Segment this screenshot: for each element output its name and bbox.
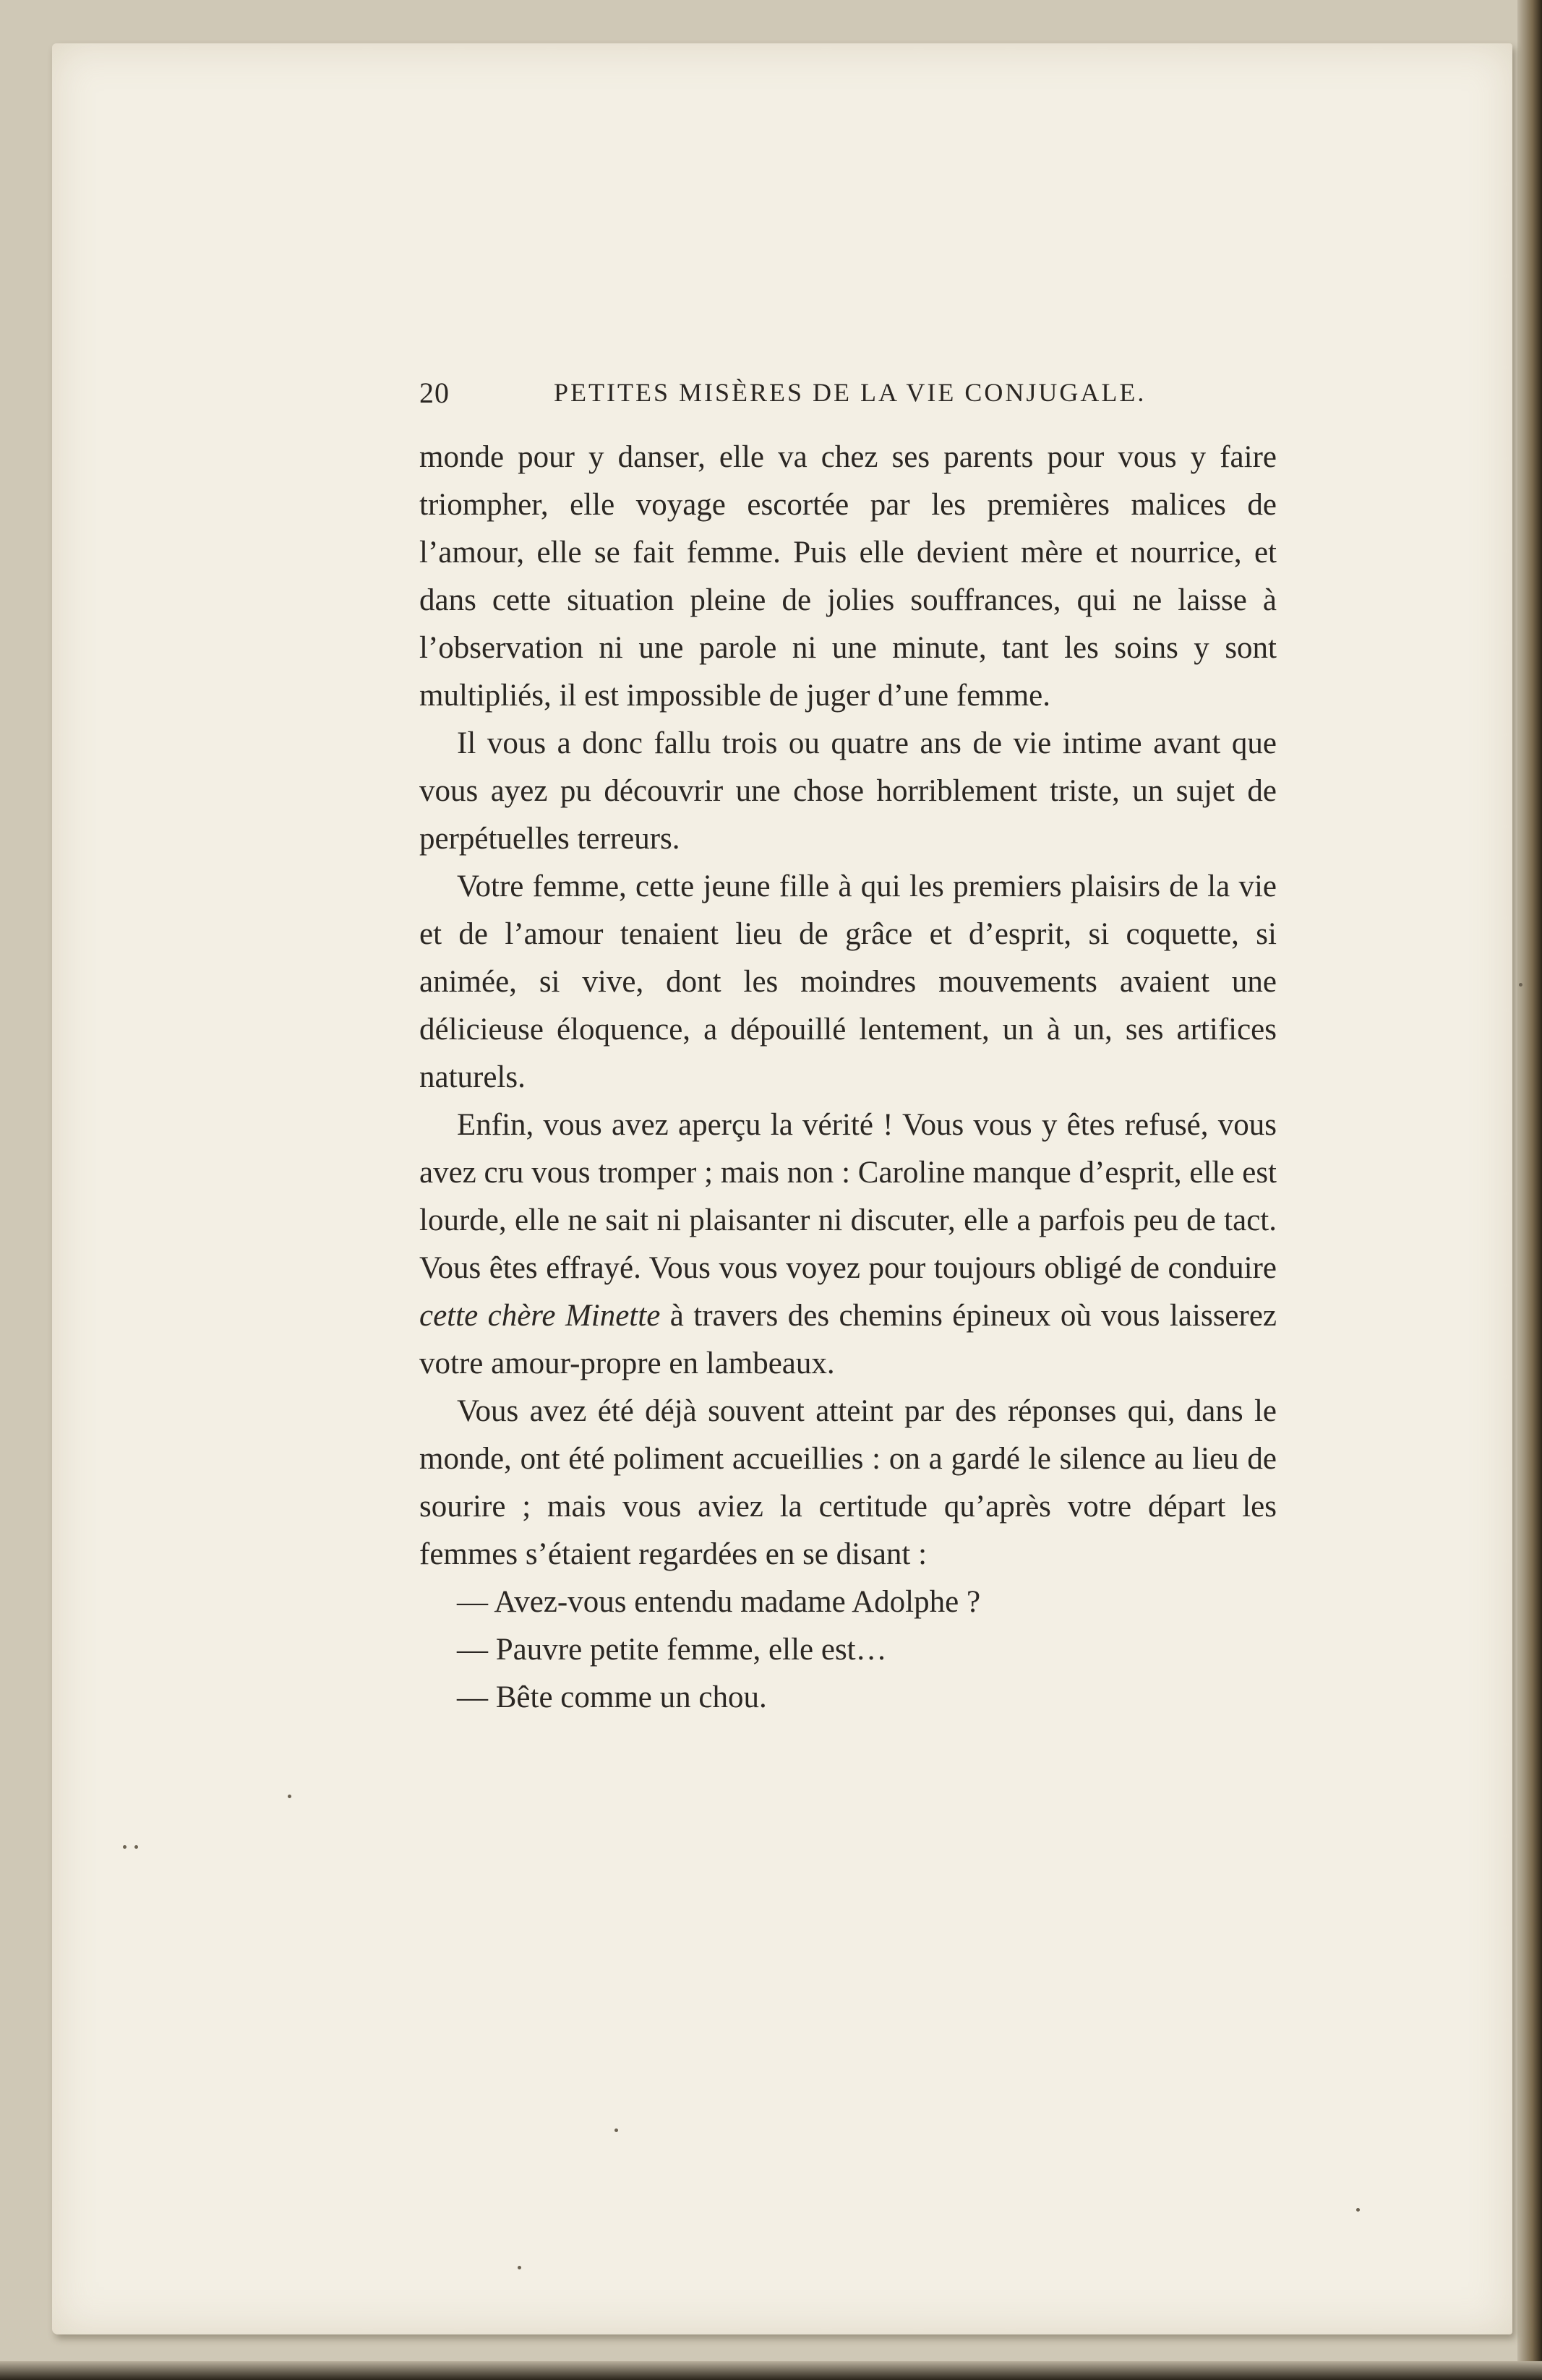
paper-speck: [1519, 983, 1522, 987]
running-head: [419, 376, 1272, 419]
paper-speck: [134, 1845, 138, 1849]
page-number: 20: [419, 377, 450, 409]
running-title: PETITES MISÈRES DE LA VIE CONJUGALE.: [554, 378, 1147, 407]
paper-speck: [614, 2128, 618, 2132]
paper-speck: [518, 2266, 521, 2269]
dialog-line-1: — Avez-vous entendu madame Adolphe ?: [457, 1585, 981, 1619]
paragraph-4-italic: cette chère Minette: [419, 1299, 661, 1333]
paragraph-2: Il vous a donc fallu trois ou quatre ans de vie intime avant que vous ayez pu découvrir une chose horriblement triste, un sujet de perpétuelles terreurs.: [419, 726, 1277, 856]
dialog-line-2: — Pauvre petite femme, elle est…: [457, 1633, 887, 1667]
paper-speck: [1356, 2208, 1360, 2212]
book-edge-bottom: [0, 2361, 1542, 2380]
paragraph-5: Vous avez été déjà souvent atteint par des réponses qui, dans le monde, ont été poliment accueillies : on a gardé le silence au lieu de sourire ; mais vous aviez la certitude qu’après votre départ les femmes s’étaient regardées en se disant :: [419, 1394, 1277, 1571]
paragraph-4: [419, 1101, 1277, 1388]
paragraph-1: monde pour y danser, elle va chez ses parents pour vous y faire triompher, elle voyage escortée par les premières malices de l’amour, elle se fait femme. Puis elle devient mère et nourrice, et dans cette situation pleine de jolies souffrances, qui ne laisse à l’observation ni une parole ni une minute, tant les soins y sont multipliés, il est impossible de juger d’une femme.: [419, 440, 1277, 713]
paragraph-3: Votre femme, cette jeune fille à qui les premiers plaisirs de la vie et de l’amour tenaient lieu de grâce et d’esprit, si coquette, si animée, si vive, dont les moindres mouvements avaient une délicieuse éloquence, a dépouillé lentement, un à un, ses artifices naturels.: [419, 869, 1277, 1094]
book-edge-right: [1517, 0, 1542, 2380]
body-text: [419, 434, 1277, 1722]
paper-speck: [288, 1795, 291, 1798]
paper-speck: [123, 1845, 127, 1849]
paragraph-4-part-b: à travers des chemins épineux où vous laisserez votre amour-propre en lambeaux.: [419, 1299, 1277, 1380]
paragraph-4-part-a: Enfin, vous avez aperçu la vérité ! Vous vous y êtes refusé, vous avez cru vous tromper ; mais non : Caroline manque d’esprit, elle est lourde, elle ne sait ni plaisanter ni discuter, elle a parfois peu de tact. Vous êtes effrayé. Vous vous voyez pour toujours obligé de conduire: [419, 1108, 1277, 1285]
dialog-line-3: — Bête comme un chou.: [457, 1680, 767, 1714]
